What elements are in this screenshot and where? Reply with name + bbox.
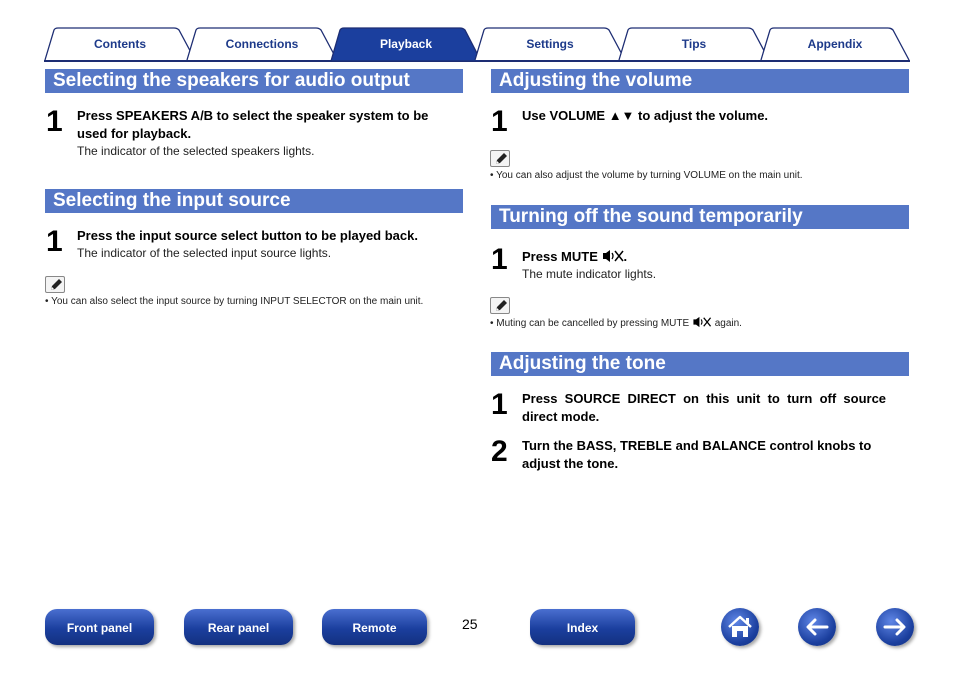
step-number: 1	[491, 388, 508, 421]
section-title-speakers: Selecting the speakers for audio output	[45, 69, 463, 93]
mute-icon	[692, 316, 712, 328]
step-text-end: .	[623, 249, 628, 264]
step-text-line1: Turn the BASS, TREBLE and BALANCE control knobs to	[522, 438, 872, 453]
arrow-right-icon	[876, 608, 914, 646]
tab-label: Playback	[379, 37, 433, 51]
step-text-line2: used for playback.	[77, 126, 192, 141]
step-detail: The indicator of the selected speakers lights.	[77, 144, 315, 158]
tab-bar	[44, 27, 910, 61]
tab-appendix[interactable]	[760, 27, 910, 60]
tab-tips[interactable]	[618, 27, 770, 60]
step-text-line1: Press SOURCE DIRECT on this unit to turn off source	[522, 391, 887, 406]
note-text-post: again.	[711, 318, 742, 329]
section-title-input: Selecting the input source	[45, 189, 463, 213]
note-text	[490, 316, 742, 331]
mute-icon	[602, 249, 624, 263]
tab-label: Appendix	[807, 37, 863, 51]
step-text	[522, 107, 768, 125]
page-number: 25	[462, 616, 478, 632]
step-text-line1: Press SPEAKERS A/B to select the speaker system to be	[77, 108, 429, 123]
arrow-left-icon	[798, 608, 836, 646]
step-number: 1	[46, 225, 63, 258]
front-panel-button[interactable]: Front panel	[45, 609, 154, 645]
note-text: • You can also select the input source by turning INPUT SELECTOR on the main unit.	[45, 296, 424, 307]
volume-arrows-icon: ▲▼	[608, 108, 635, 123]
section-title-volume: Adjusting the volume	[491, 69, 909, 93]
step-text	[522, 248, 627, 266]
pencil-icon	[490, 150, 510, 167]
home-button[interactable]	[721, 608, 759, 646]
tab-label: Settings	[526, 37, 574, 51]
rear-panel-button[interactable]: Rear panel	[184, 609, 293, 645]
tab-label: Tips	[681, 37, 707, 51]
note-text-pre: • Muting can be cancelled by pressing MUTE	[490, 318, 690, 329]
pencil-icon	[45, 276, 65, 293]
section-title-tone: Adjusting the tone	[491, 352, 909, 376]
tab-label: Connections	[225, 37, 299, 51]
tab-playback[interactable]	[330, 27, 482, 60]
index-button[interactable]: Index	[530, 609, 635, 645]
step-text: Press the input source select button to be played back.	[77, 228, 418, 243]
step-detail: The mute indicator lights.	[522, 267, 657, 281]
step-number: 1	[491, 105, 508, 138]
step-text-post: to adjust the volume.	[634, 108, 769, 123]
tab-label: Contents	[94, 37, 146, 51]
home-icon	[721, 608, 759, 646]
step-number: 1	[46, 105, 63, 138]
step-text-line2: adjust the tone.	[522, 456, 619, 471]
step-text-pre: Use VOLUME	[522, 108, 609, 123]
step-text-line2: direct mode.	[522, 409, 600, 424]
step-text-pre: Press MUTE	[522, 249, 598, 264]
step-detail: The indicator of the selected input source lights.	[77, 246, 332, 260]
step-number: 1	[491, 243, 508, 276]
remote-button[interactable]: Remote	[322, 609, 427, 645]
forward-button[interactable]	[876, 608, 914, 646]
note-text: • You can also adjust the volume by turning VOLUME on the main unit.	[490, 170, 803, 181]
back-button[interactable]	[798, 608, 836, 646]
tab-settings[interactable]	[474, 27, 626, 60]
pencil-icon	[490, 297, 510, 314]
step-number: 2	[491, 435, 508, 468]
tab-connections[interactable]	[186, 27, 338, 60]
tab-contents[interactable]	[44, 27, 196, 60]
section-title-mute: Turning off the sound temporarily	[491, 205, 909, 229]
